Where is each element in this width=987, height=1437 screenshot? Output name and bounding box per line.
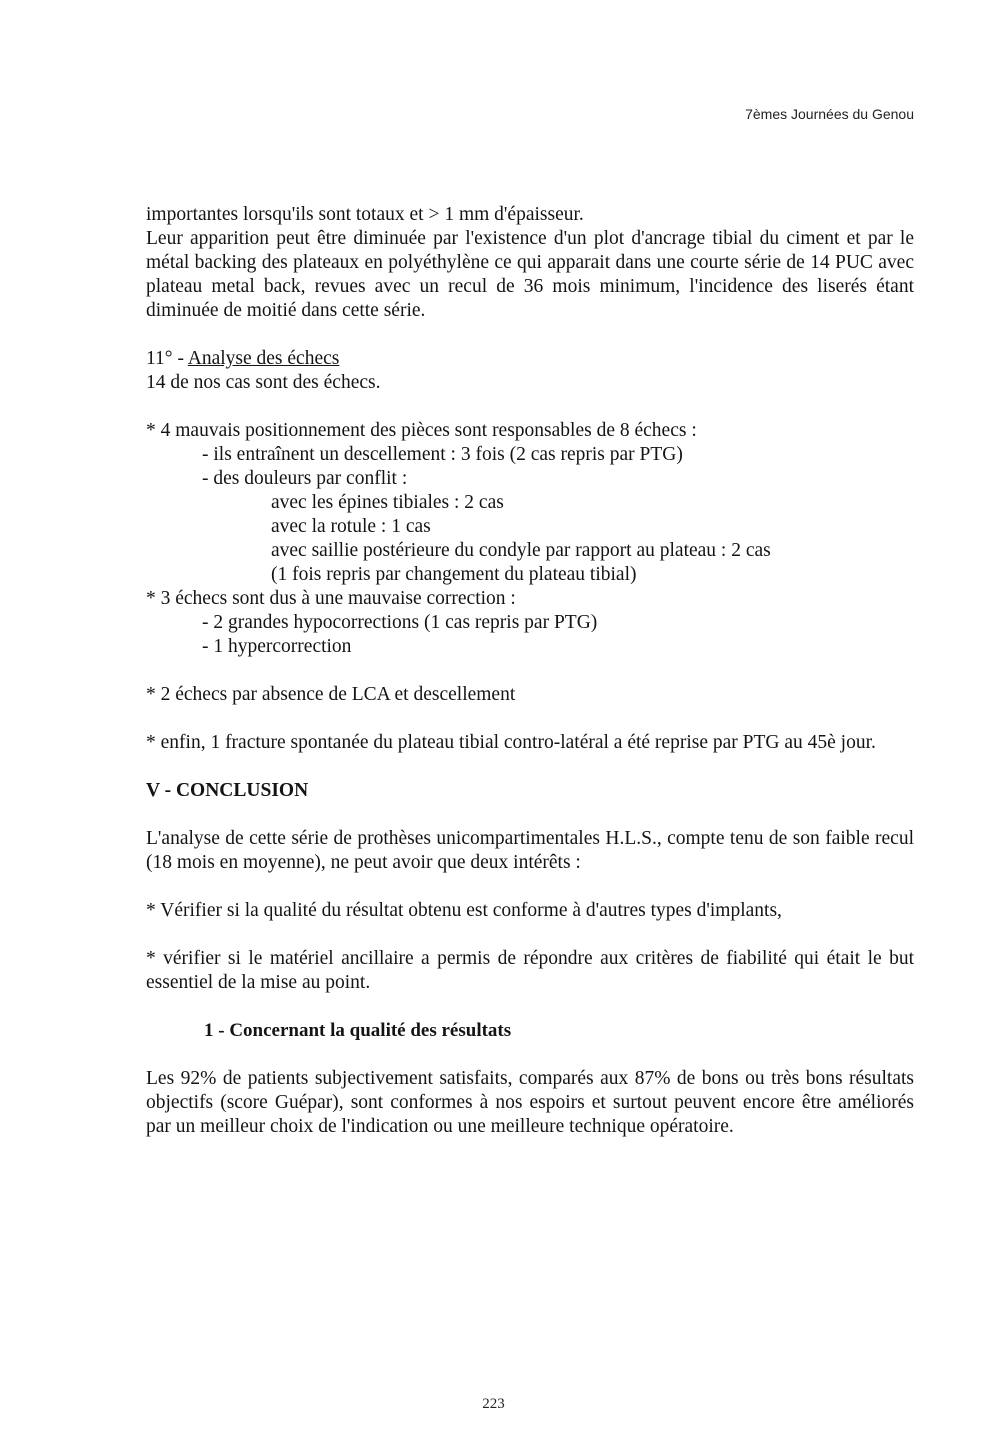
conclusion-heading: V - CONCLUSION <box>146 780 309 801</box>
paragraph-liseres: Leur apparition peut être diminuée par l'existence d'un plot d'ancrage tibial du ciment et par le métal backing des plateaux en polyéthylène ce qui apparait dans une courte série de 14 PUC avec plateau metal back, revues avec un recul de 36 mois minimum, l'incidence des liserés étant diminuée de moitié dans cette série. <box>146 228 914 321</box>
failure-item-1-sub-2-a: avec les épines tibiales : 2 cas <box>271 492 504 513</box>
failure-item-1-sub-2-b: avec la rotule : 1 cas <box>271 516 431 537</box>
failure-item-2: * 3 échecs sont dus à une mauvaise correction : <box>146 588 516 609</box>
failure-item-1-sub-1: - ils entraînent un descellement : 3 fois (2 cas repris par PTG) <box>202 444 683 465</box>
section-title: Analyse des échecs <box>187 348 340 369</box>
section-intro: 14 de nos cas sont des échecs. <box>146 372 381 393</box>
failure-item-1: * 4 mauvais positionnement des pièces sont responsables de 8 échecs : <box>146 420 697 441</box>
running-header: 7èmes Journées du Genou <box>745 106 914 122</box>
conclusion-point-2: * vérifier si le matériel ancillaire a permis de répondre aux critères de fiabilité qui était le but essentiel de la mise au point. <box>146 948 914 993</box>
failure-item-1-sub-2-d: (1 fois repris par changement du plateau tibial) <box>271 564 637 585</box>
failure-item-2-sub-2: - 1 hypercorrection <box>202 636 352 657</box>
section-number: 11° - <box>146 348 188 369</box>
failure-item-1-sub-2-c: avec saillie postérieure du condyle par rapport au plateau : 2 cas <box>271 540 771 561</box>
conclusion-point-1: * Vérifier si la qualité du résultat obtenu est conforme à d'autres types d'implants, <box>146 900 782 921</box>
page-body <box>146 203 914 1139</box>
section-11-heading <box>146 347 914 371</box>
page-number: 223 <box>482 1396 505 1412</box>
paragraph-line: importantes lorsqu'ils sont totaux et > 1 mm d'épaisseur. <box>146 204 584 225</box>
conclusion-paragraph: L'analyse de cette série de prothèses unicompartimentales H.L.S., compte tenu de son faible recul (18 mois en moyenne), ne peut avoir que deux intérêts : <box>146 828 914 873</box>
results-paragraph: Les 92% de patients subjectivement satisfaits, comparés aux 87% de bons ou très bons résultats objectifs (score Guépar), sont conformes à nos espoirs et surtout peuvent encore être améliorés par un meilleur choix de l'indication ou une meilleure technique opératoire. <box>146 1068 914 1137</box>
failure-item-4: * enfin, 1 fracture spontanée du plateau tibial contro-latéral a été reprise par PTG au 45è jour. <box>146 732 876 753</box>
failure-item-1-sub-2: - des douleurs par conflit : <box>202 468 408 489</box>
subheading-results: 1 - Concernant la qualité des résultats <box>204 1020 512 1041</box>
failure-item-3: * 2 échecs par absence de LCA et descellement <box>146 684 516 705</box>
failure-item-2-sub-1: - 2 grandes hypocorrections (1 cas repris par PTG) <box>202 612 598 633</box>
